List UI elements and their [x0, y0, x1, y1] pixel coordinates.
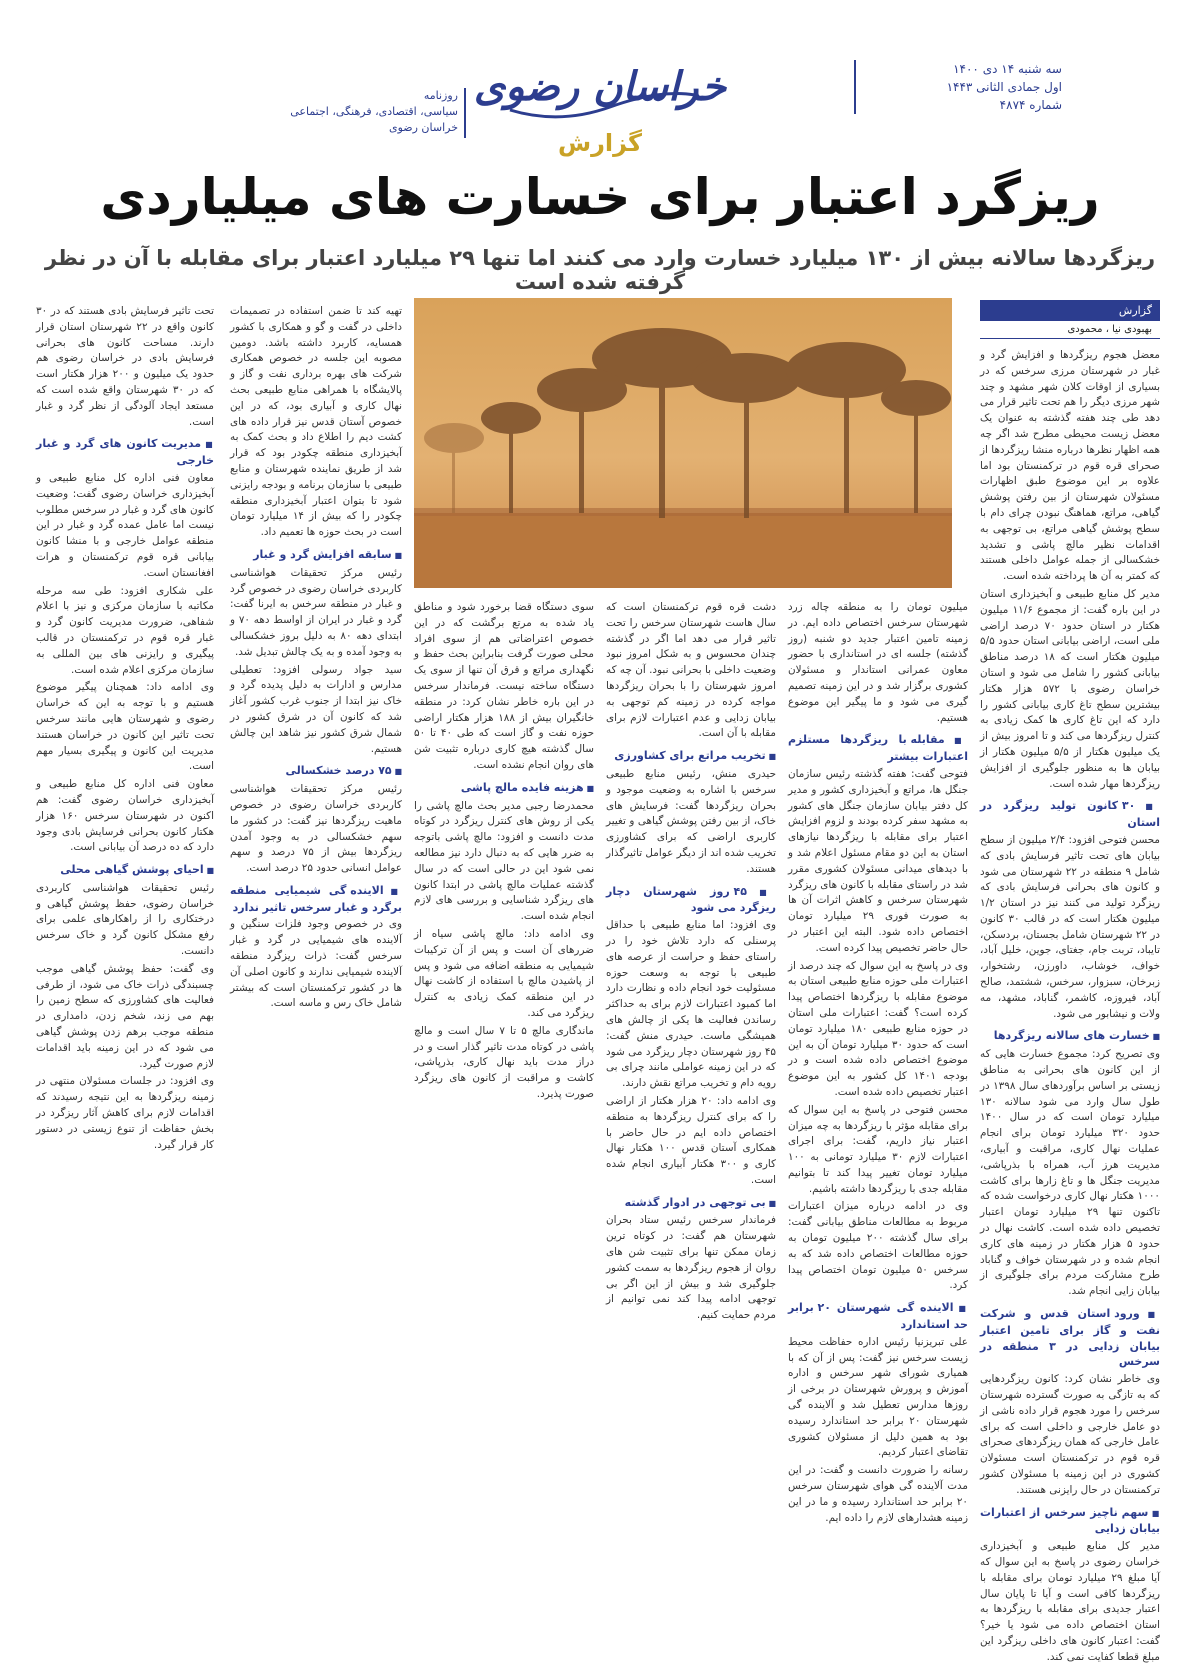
issue-date: سه شنبه ۱۴ دی ۱۴۰۰ [953, 62, 1062, 76]
newspaper-logo [470, 55, 730, 165]
paper-type: روزنامه [423, 89, 458, 102]
paragraph: فتوحی گفت: هفته گذشته رئیس سازمان جنگل ها، مراتع و آبخیزداری کشور و مدیر کل دفتر بیابان سازمان جنگل های کشور به مشهد سفر کرده بودند و لزوم افزایش اعتبار برای مقابله با ریزگردها نیازهای استان به این دو مقام مسئول اعلام شد و با دیدهای میدانی مسئولان کشوری مقرر شد در راستای مقابله با کانون های ریزگرد شهرستان سرخس و کاهش اثرات آن ها به صورت فوری ۲۹ میلیارد تومان اختصاص داده شود. البته این اعتبار در حال حاضر تخصیص پیدا کرده است. [788, 767, 968, 954]
paragraph: وی تصریح کرد: مجموع خسارت هایی که از این کانون های بحرانی به مناطق زیستی بر اساس برآوردهای سال ۱۳۹۸ در طول سال وارد می شود سالانه ۱۳۰ میلیارد تومان است که در سال ۱۴۰۰ حدود ۳۲۰ میلیارد تومان برای انجام عملیات نهال کاری، مراقبت و آبیاری، مدیریت هرز آب، همراه با بذرپاشی، مدیریت جنگل ها و تاغ زارها برای کاشت ۱۰۰۰ هکتار نهال کاری درخواست شده که تاکنون تنها ۲۹ میلیارد تومان اعتبار تخصیص داده شده است. کاشت نهال در حدود ۵ هزار هکتار در زمینه های کاری انجام شده و در شهرستان خواف و گناباد طرح مشارکت مردم برای جلوگیری از بیابان زایی انجام شد. [980, 1048, 1160, 1298]
paragraph: وی ادامه داد: همچنان پیگیر موضوع هستیم و با توجه به این که خراسان رضوی و شهرستان هایی مانند سرخس تحت تاثیر این کانون در خراسان هستند مدیریت این کانون و پیگیری بسیار مهم است. [36, 681, 214, 773]
paragraph: رئیس مرکز تحقیقات هواشناسی کاربردی خراسان رضوی در خصوص ماهیت ریزگردها نیز گفت: در کشور ما سهم خشکسالی در به وجود آمدن ریزگردها بیش از ۷۵ درصد و سهم عوامل انسانی حدود ۲۵ درصد است. [230, 783, 402, 875]
section-heading: ■ ورود استان قدس و شرکت نفت و گاز برای تامین اعتبار بیابان زدایی در ۳ منطقه در سرخس [980, 1306, 1160, 1370]
paragraph: وی در خصوص وجود فلزات سنگین و آلاینده های شیمیایی در گرد و غبار سرخس گفت: ذرات ریزگرد منطقه آلاینده شیمیایی ندارند و کانون اصلی آن ها در کشور ترکمنستان است که بیشتر شامل خاک رس و ماسه است. [230, 918, 402, 1010]
paragraph: مدیر کل منابع طبیعی و آبخیزداری استان در این باره گفت: از مجموع ۱۱/۶ میلیون هکتار در استان حدود ۷۰ درصد اراضی ملی است، اراضی بیابانی استان حدود ۵/۵ میلیون هکتار است که ۱۸ درصد مناطق بیابانی کشور را شامل می شود و استان خراسان رضوی با ۵۷۲ هزار هکتار بیشترین سطح تاغ کاری بیابانی کشور را دارد که این تاغ کاری ها کمک زیادی به کنترل ریزگردها می کند و تا امروز بیش از یک میلیون هکتار از ۵/۵ میلیون هکتار از بیابان ها به منظور جلوگیری از افزایش ریزگردها مهار شده است. [980, 587, 1161, 790]
column-5 [230, 304, 402, 1528]
dust-storm-image [414, 298, 952, 588]
paragraph: وی افزود: در جلسات مسئولان منتهی در زمینه ریزگردها به این نتیجه رسیدند که اقدامات لازم برای کاهش آثار ریزگرد در بخش حفاظت از تنوع زیستی در دستور کار قرار گیرد. [36, 1075, 214, 1151]
byline-box [980, 300, 1160, 338]
issue-info-divider [854, 60, 856, 114]
paragraph: تهیه کند تا ضمن استفاده در تصمیمات داخلی در گفت و گو و همکاری با کشور همسایه، کاربرد داشته باشد. دومین مصوبه این جلسه در خصوص همکاری شرکت های بهره برداری نفت و گاز و پالایشگاه با همراهی منابع طبیعی بحث نهال کاری و آبیاری بود، که در این خصوص آستان قدس نیز قرار داده های کشت دیم را اطلاع داد و بحث کمک به آبخیزداری منطقه چکودر بود که قرار شد از طریق نماینده شهرستان و منابع طبیعی با سازمان برنامه و بودجه رایزنی شود تا بتوان اعتبار آبخیزداری منطقه چکودر را که بیش از ۱۴ میلیارد تومان است در بحث حوزه ها تعمیم داد. [230, 305, 402, 539]
section-heading: ■ خسارت های سالانه ریزگردها [980, 1028, 1160, 1045]
paragraph: رسانه را ضرورت دانست و گفت: در این مدت آلاینده گی هوای شهرستان سرخس ۲۰ برابر حد استاندارد رسیده و ما در این زمینه هشدارهای لازم را داده ایم. [788, 1464, 968, 1524]
paragraph: مدیر کل منابع طبیعی و آبخیزداری خراسان رضوی در پاسخ به این سوال که آیا مبلغ ۲۹ میلیارد تومان برای مقابله با ریزگردها کافی است و آیا تا پایان سال اعتبار جدیدی برای مقابله با ریزگردها به استان اختصاص داده می شود یا خیر؟ گفت: اعتبار کانون های داخلی ریزگرد این مبلغ قطعا کفایت نمی کند. [980, 1540, 1160, 1663]
section-heading: ■ ۷۵ درصد خشکسالی [230, 763, 402, 780]
logo-wordmark: خراسان رضوی [473, 63, 727, 110]
paragraph: رئیس تحقیقات هواشناسی کاربردی خراسان رضوی، حفظ پوشش گیاهی و درختکاری را از راهکارهای علمی برای رفع مشکل کانون گرد و خاک سرخس دانست. [36, 881, 214, 958]
section-heading: ■ هزینه فایده مالچ پاشی [414, 780, 594, 797]
section-heading: ■ مقابله با ریزگردها مستلزم اعتبارات بیشتر [788, 732, 968, 765]
section-heading: ■ مدیریت کانون های گرد و غبار خارجی [36, 436, 214, 469]
section-heading: ■ سابقه افزایش گرد و غبار [230, 547, 402, 564]
paper-description-divider [464, 88, 466, 138]
dust-storm-photo [414, 298, 952, 588]
byline-author: بهبودی نیا ، محمودی [980, 321, 1160, 339]
section-heading: ■ ۴۵ روز شهرستان دچار ریزگرد می شود [606, 884, 776, 917]
section-heading: ■ تخریب مراتع برای کشاورزی [606, 748, 776, 765]
issue-number: شماره ۴۸۷۴ [999, 98, 1062, 112]
paragraph: ماندگاری مالچ ۵ تا ۷ سال است و مالچ پاشی در کوتاه مدت تاثیر گذار است و در دراز مدت باید نهال کاری، بذرپاشی، کاشت و مراقبت از کانون های ریزگرد صورت پذیرد. [414, 1024, 594, 1100]
section-heading: ■ ۳۰ کانون تولید ریزگرد در استان [980, 798, 1160, 831]
paragraph: علی تبریزنیا رئیس اداره حفاظت محیط زیست سرخس نیز گفت: پس از آن که با همیاری شورای شهر سرخس و اداره آموزش و پرورش شهرستان در برخی از روزها مدارس تعطیل شد و آلاینده گی شهرستان ۲۰ برابر حد استاندارد رسیده بود به همین دلیل از مسئولان کشوری تقاضای اعتبار کردیم. [788, 1335, 969, 1459]
paragraph: محمدرضا رجبی مدیر بحث مالچ پاشی را یکی از روش های کنترل ریزگرد در کوتاه مدت دانست و افزود: مالچ پاشی باتوجه به ضرر هایی که به دنبال دارد نیز مطالعه نمی شود این در حالی است که در سال گذشته عملیات مالچ پاشی در ابتدا کانون های ریزگرد شناسایی و بررسی های لازم انجام شده است. [414, 799, 594, 923]
paragraph: وی ادامه داد: ۲۰ هزار هکتار از اراضی را که برای کنترل ریزگردها به منطقه اختصاص داده ایم در حال حاضر با همکاری آستان قدس ۱۰۰ هکتار نهال کاری و ۳۰۰ هکتار آبیاری انجام شده است. [606, 1094, 777, 1186]
headline: ریزگرد اعتبار برای خسارت های میلیاردی [100, 168, 1100, 226]
paragraph: وی در پاسخ به این سوال که چند درصد از اعتبارات ملی حوزه منابع طبیعی استان به موضوع مقابله با ریزگردها اختصاص پیدا کرده است؟ گفت: اعتبارات ملی استان در حوزه منابع طبیعی ۱۸۰ میلیارد تومان است که حدود ۳۰ میلیارد تومان آن به این موضوع اختصاص داده شده است و در بودجه ۱۴۰۱ کل کشور به این موضوع اعتبار تخصیص داده شده است. [788, 959, 968, 1098]
paper-description [258, 88, 458, 136]
paragraph: وی خاطر نشان کرد: کانون ریزگردهایی که به تازگی به صورت گسترده شهرستان سرخس را مورد هجوم قرار داده ناشی از دو عامل خارجی و داخلی است که برای عامل خارجی که همان ریزگردهای صحرای قره قوم در ترکمنستان است مسئولان کشوری در این زمینه با مسئولان کشور ترکمنستان در حال رایزنی هستند. [980, 1373, 1160, 1496]
section-heading: ■ الاینده گی شهرستان ۲۰ برابر حد استاندارد [788, 1300, 968, 1333]
column-4 [414, 600, 594, 1528]
column-3 [606, 600, 776, 1528]
issue-info [862, 60, 1062, 114]
column-2 [788, 600, 968, 1528]
masthead [0, 0, 1200, 165]
paragraph: سید جواد رسولی افزود: تعطیلی مدارس و ادارات به دلیل پدیده گرد و خاک نیز ابتدا از جنوب غرب کشور آغاز شد که کانون آن در شرق کشور در شمال شرق کشور نیز شاهد این چالش هستیم. [230, 663, 402, 755]
paragraph: وی افزود: اما منابع طبیعی با حداقل پرسنلی که دارد تلاش خود را در راستای حفظ و حراست از عرصه های طبیعی با توجه به وسعت حوزه مسئولیت خود انجام داده و نظارت دارد اما کمبود اعتبارات لازم برای به حداکثر رساندن فعالیت ها یکی از چالش های همیشگی ماست. حیدری منش گفت: ۴۵ روز شهرستان دچار ریزگرد می شود که در این زمینه عواملی مانند چرای بی رویه دام و تخریب مراتع نقش دارند. [606, 919, 776, 1090]
paragraph: فرماندار سرخس رئیس ستاد بحران شهرستان هم گفت: در کوتاه ترین زمان ممکن تنها برای تثبیت شن های روان از هجوم ریزگردها به سمت کشور جلوگیری شد و بیش از این اگر بی توجهی ادامه پیدا کند نمی توانیم از مردم حمایت کنیم. [606, 1214, 776, 1322]
column-6 [36, 304, 214, 1528]
paragraph: سوی دستگاه قضا برخورد شود و مناطق یاد شده به مرتع برگشت که در این خصوص اعتراضاتی هم از سوی افراد محلی صورت گرفت بنابراین بحث حفظ و نگهداری مراتع و قرق آن تنها از سوی یک دستگاه ساخته نیست. فرماندار سرخس در این باره خاطر نشان کرد: در منطقه خانگیران بیش از ۱۸۸ هزار هکتار اراضی حوزه نفت و گاز است که طی ۴۰ تا ۵۰ سال گذشته هیچ کاری درباره تثبیت شن های روان انجام نشده است. [414, 601, 594, 771]
paragraph: معاون فنی اداره کل منابع طبیعی و آبخیزداری خراسان رضوی گفت: وضعیت کانون های گرد و غبار در سرخس مطلوب نیست اما عامل عمده گرد و غبار در این منطقه عوامل خارجی و با منشا کانون بیابانی قره قوم ترکمنستان و هرات افغانستان است. [36, 471, 214, 579]
paragraph: رئیس مرکز تحقیقات هواشناسی کاربردی خراسان رضوی در خصوص گرد و غبار در منطقه سرخس به ایرنا گفت: گرد و غبار در ایران از اواسط دهه ۷۰ و ابتدای دهه ۸۰ به دلیل بروز خشکسالی به وجود آمده و به یک چالش تبدیل شد. [230, 566, 403, 658]
section-heading: ■ سهم ناچیز سرخس از اعتبارات بیابان زدایی [980, 1505, 1160, 1538]
paragraph: وی در ادامه درباره میزان اعتبارات مربوط به مطالعات مناطق بیابانی گفت: برای سال گذشته ۲۰۰ میلیون تومان به حوزه مطالعات اختصاص داده شد که به سرخس ۵۰ میلیون تومان اختصاص پیدا کرد. [788, 1200, 968, 1292]
hijri-date: اول جمادی الثانی ۱۴۴۳ [946, 80, 1062, 94]
paragraph: تحت تاثیر فرسایش بادی هستند که در ۳۰ کانون واقع در ۲۲ شهرستان استان قرار دارند. مساحت کانون های بحرانی فرسایش بادی در خراسان رضوی هم حدود یک میلیون و ۲۰۰ هزار هکتار است که در ۳۰ شهرستان واقع شده است که مستعد ایجاد آلودگی از نظر گرد و غبار است. [36, 305, 215, 428]
paragraph: وی گفت: حفظ پوشش گیاهی موجب چسبندگی ذرات خاک می شود، از طرفی فعالیت های کشاورزی که سطح زمین را بهم می زند، شخم زدن، دامداری در منطقه موجب برهم زدن پوشش گیاهی می شود که در این زمینه باید اقدامات لازم صورت گیرد. [36, 962, 214, 1070]
paragraph: معضل هجوم ریزگردها و افزایش گرد و غبار در شهرستان مرزی سرخس که در بسیاری از اوقات کلان شهر مشهد و چند شهر مرزی دیگر را هم تحت تاثیر قرار می دهد طی چند هفته گذشته به عنوان یک معضل زیست محیطی مطرح شد اگر چه همه اظهار نظرها درباره منشا ریزگردها از صحرای قره قوم در ترکمنستان بود اما علاوه بر این موضوع طبق اظهارات مسئولان شهرستان از بین رفتن پوشش گیاهی، مراتع، هماهنگ نبودن چرای دام با سطح پوشش گیاهی مراتع، بی توجهی به اقدامات نظیر مالچ پاشی و تشدید خشکسالی از جمله عوامل داخلی هستند که کمتر به آن ها پرداخته شده است. [980, 349, 1160, 583]
section-heading: ■ الاینده گی شیمیایی منطقه برگرد و غبار سرخس تاثیر ندارد [230, 883, 402, 916]
paragraph: وی ادامه داد: مالچ پاشی سیاه از ضررهای آن است و پس از آن ترکیبات شیمیایی به منطقه اضافه می شود و پس از پاشیدن مالچ با استفاده از کاشت نهال در این منطقه کمک زیادی به کنترل ریزگرد می کند. [414, 927, 594, 1019]
paper-subject: سیاسی، اقتصادی، فرهنگی، اجتماعی [290, 105, 458, 118]
section-heading: ■ بی توجهی در ادوار گذشته [606, 1195, 776, 1212]
paragraph: معاون فنی اداره کل منابع طبیعی و آبخیزداری خراسان رضوی گفت: هم اکنون در شهرستان سرخس ۱۶۰ هزار هکتار کانون بحرانی فرسایش بادی وجود دارد که ده درصد آن بیابانی است. [36, 778, 214, 854]
subheadline: ریزگردها سالانه بیش از ۱۳۰ میلیارد خسارت وارد می کنند اما تنها ۲۹ میلیارد اعتبار برای مقابله با آن در نظر گرفته شده است [44, 246, 1156, 294]
section-heading: ■ احیای پوشش گیاهی محلی [36, 862, 214, 879]
column-1 [980, 348, 1161, 1663]
section-label: گزارش [557, 129, 643, 157]
paragraph: علی شکاری افزود: طی سه مرحله مکاتبه با سازمان مرکزی و نیز با اعلام شفاهی، ضرورت مدیریت کانون گرد و غبار قره قوم در ترکمنستان در قالب پیگیری و رایزنی های بین المللی به سازمان مرکزی اعلام شده است. [36, 584, 214, 676]
paragraph: میلیون تومان را به منطقه چاله زرد شهرستان سرخس اختصاص داده ایم. در زمینه تامین اعتبار جدید دو شنبه (روز گذشته) جلسه ای در استانداری با حضور معاون عمرانی استاندار و مسئولان کشوری برگزار شد و در این زمینه تصمیم گیری می شود و ما پیگیر این موضوع هستیم. [788, 601, 968, 724]
paragraph: دشت قره قوم ترکمنستان است که سال هاست شهرستان سرخس را تحت تاثیر قرار می دهد اما اگر در گذشته چندان محسوس و به شکل امروز نبود وضعیت داخلی با بحرانی نبود. آن چه که امروز شهرستان را با بحران ریزگردها مواجه کرده در زمینه کم توجهی به بیابان زدایی و عدم اعتبارات لازم برای مقابله با آن است. [606, 601, 776, 740]
paragraph: محسن فتوحی افزود: ۲/۴ میلیون از سطح بیابان های تحت تاثیر فرسایش بادی که شامل ۹ منطقه در ۲۲ شهرستان می شود و کانون های بحرانی فرسایش بادی که ریزگرد تولید می کنند نیز در استان ۱/۲ میلیون هکتار است که در قالب ۳۰ کانون در ۲۲ شهرستان شامل بجستان، بردسکن، تایباد، تربت جام، جغتای، جوین، خلیل آباد، خواف، خوشاب، داورزن، رشتخوار، زبرخان، سبزوار، سرخس، ششتمد، صالح آباد، فیروزه، کاشمر، گناباد، مشهد، مه ولات و نیشابور می شود. [980, 833, 1161, 1020]
paragraph: محسن فتوحی در پاسخ به این سوال که برای مقابله مؤثر با ریزگردها به چه میزان اعتبار نیاز داریم، گفت: برای اجرای اعتبارات لازم ۳۰ میلیارد تومانی به ۱۰۰ میلیارد تومان تغییر پیدا کند تا بتوانیم مقابله جدی با ریزگردها داشته باشیم. [788, 1103, 968, 1195]
paragraph: حیدری منش، رئیس منابع طبیعی سرخس با اشاره به وضعیت موجود و بحران ریزگردها گفت: فرسایش های خاک، از بین رفتن پوشش گیاهی و تغییر کاربری اراضی که برای کشاورزی تخریب شده اند از دیگر عوامل تاثیرگذار هستند. [606, 767, 776, 875]
paper-name: خراسان رضوی [388, 121, 458, 134]
byline-tag: گزارش [980, 300, 1160, 321]
